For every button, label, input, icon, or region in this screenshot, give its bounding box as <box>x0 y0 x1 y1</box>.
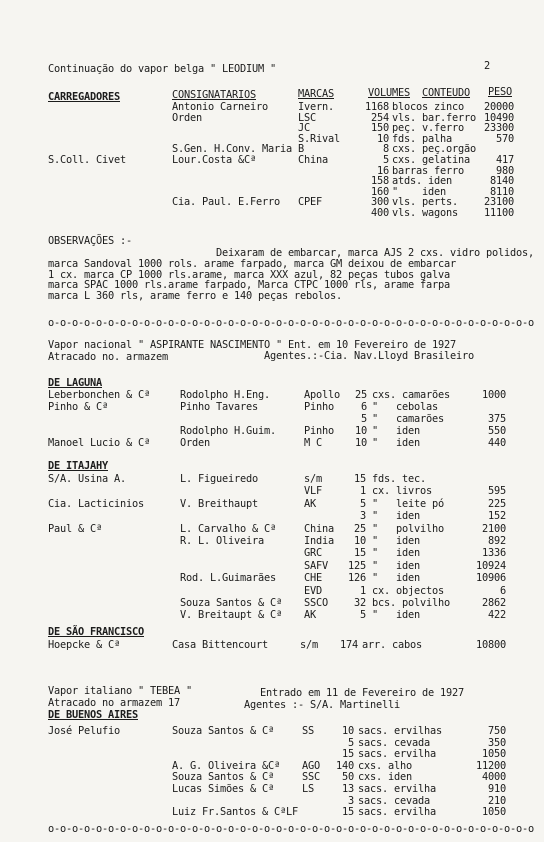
row-content: cxs. alho <box>358 759 412 772</box>
row-weight: 10906 <box>476 572 506 585</box>
row-weight: 595 <box>488 485 506 498</box>
heading-buenos-aires: DE BUENOS AIRES <box>48 709 138 721</box>
row-content: vls. wagons <box>392 207 458 219</box>
row-mark: B <box>298 143 304 156</box>
row-volume: 10 <box>355 437 367 449</box>
row-content: sacs. cevada <box>358 736 430 749</box>
row-consignee: Cia. Paul. E.Ferro <box>172 196 280 209</box>
row-mark: JC <box>298 122 310 135</box>
column-header-volumes: VOLUMES <box>368 87 410 99</box>
separator-line: o-o-o-o-o-o-o-o-o-o-o-o-o-o-o-o-o-o-o-o-o-o-o-o-o-o-o-o-o-o-o-o-o-o-o-o-o-o-o-o-o <box>48 317 534 329</box>
row-content: cx. livros <box>372 485 432 498</box>
row-volume: 8 <box>383 143 389 156</box>
row-consignee: V. Breithaupt <box>180 497 258 510</box>
row-weight: 892 <box>488 535 506 547</box>
row-weight: 440 <box>488 437 506 449</box>
row-volume: 3 <box>348 794 354 807</box>
row-volume: 10 <box>355 425 367 437</box>
row-content: arr. cabos <box>362 639 422 651</box>
row-mark: S.Rival <box>298 132 340 145</box>
row-volume: 174 <box>340 639 358 651</box>
row-volume: 5 <box>360 609 366 622</box>
row-content: " iden <box>372 535 420 547</box>
row-content: cxs. camarões <box>372 389 450 401</box>
row-content: " leite pó <box>372 497 444 510</box>
row-consignee: V. Breitaupt & Cª <box>180 609 282 622</box>
row-consignee: Souza Santos & Cª <box>172 725 274 737</box>
row-consignee: Rod. L.Guimarães <box>180 572 276 585</box>
row-content: peç. v.ferro <box>392 122 464 135</box>
column-header-contents: CONTEUDO <box>422 87 470 99</box>
row-mark: EVD <box>304 584 322 597</box>
row-content: sacs. cevada <box>358 794 430 807</box>
row-mark: VLF <box>304 485 322 498</box>
row-content: " iden <box>392 185 446 198</box>
row-mark: SSCO <box>304 597 328 609</box>
row-consignee: L. Figueiredo <box>180 473 258 485</box>
row-weight: 2100 <box>482 522 506 535</box>
row-volume: 10 <box>377 132 389 145</box>
row-content: " iden <box>372 559 420 572</box>
row-consignee: Souza Santos & Cª <box>180 597 282 609</box>
row-content: bcs. polvilho <box>372 597 450 609</box>
column-header-consignees: CONSIGNATARIOS <box>172 89 256 101</box>
row-mark: CPEF <box>298 196 322 209</box>
row-volume: 5 <box>361 413 367 425</box>
row-content: sacs. ervilha <box>358 748 436 761</box>
row-weight: 152 <box>488 510 506 523</box>
row-weight: 20000 <box>484 101 514 113</box>
observations-line: marca Sandoval 1000 rols. arame farpado, marca GM deixou de embarcar <box>48 257 456 270</box>
row-shipper: Manoel Lucio & Cª <box>48 437 150 449</box>
row-volume: 5 <box>383 154 389 166</box>
row-content: barras ferro <box>392 164 464 177</box>
column-header-marks: MARCAS <box>298 88 334 100</box>
row-content: " iden <box>372 547 420 560</box>
row-mark: Pinho <box>304 425 334 437</box>
row-volume: 50 <box>342 771 354 784</box>
observations-line: marca L 360 rls, arame ferro e 140 peças rebolos. <box>48 290 342 303</box>
row-weight: 1336 <box>482 547 506 560</box>
vessel2-agents: Agentes.:-Cia. Nav.Lloyd Brasileiro <box>264 350 474 362</box>
row-mark: Pinho <box>304 401 334 413</box>
row-volume: 160 <box>371 185 389 198</box>
row-weight: 225 <box>488 497 506 510</box>
row-content: " polvilho <box>372 522 444 535</box>
row-weight: 10924 <box>476 559 506 572</box>
row-consignee: Rodolpho H.Eng. <box>180 389 270 401</box>
row-mark: GRC <box>304 547 322 560</box>
row-weight: 8140 <box>490 175 514 188</box>
row-weight: 1050 <box>482 748 506 761</box>
column-header-weight: PESO <box>488 86 512 98</box>
row-volume: 15 <box>354 473 366 485</box>
row-volume: 25 <box>354 522 366 535</box>
row-content: cxs. peç.orgão <box>392 143 476 156</box>
row-volume: 15 <box>342 748 354 761</box>
row-consignee: A. G. Oliveira &Cª <box>172 759 280 772</box>
row-weight: 422 <box>488 609 506 622</box>
observations-label: OBSERVAÇÕES :- <box>48 235 132 247</box>
row-content: " iden <box>372 425 420 437</box>
row-volume: 126 <box>348 572 366 585</box>
row-volume: 25 <box>355 389 367 401</box>
row-shipper: José Pelufio <box>48 725 120 737</box>
row-consignee: Orden <box>172 111 202 124</box>
row-consignee: S.Gen. H.Conv. Maria <box>172 143 292 156</box>
row-content: fds. tec. <box>372 473 426 485</box>
row-weight: 570 <box>496 132 514 145</box>
document-title: Continuação do vapor belga " LEODIUM " <box>48 63 276 75</box>
row-weight: 550 <box>488 425 506 437</box>
row-shipper: Paul & Cª <box>48 522 102 535</box>
vessel2-berth: Atracado no. armazem <box>48 351 168 363</box>
row-mark: CHE <box>304 572 322 585</box>
row-mark: China <box>304 522 334 535</box>
row-content: " iden <box>372 437 420 449</box>
row-weight: 6 <box>500 584 506 597</box>
row-volume: 5 <box>348 736 354 749</box>
row-consignee: Antonio Carneiro <box>172 101 268 113</box>
row-shipper: S.Coll. Civet <box>48 154 126 166</box>
row-weight: 910 <box>488 783 506 795</box>
row-content: atds. iden <box>392 175 452 188</box>
vessel3-arrival: Entrado em 11 de Fevereiro de 1927 <box>260 687 464 699</box>
row-weight: 11200 <box>476 759 506 772</box>
row-shipper: Pinho & Cª <box>48 401 108 413</box>
observations-line: marca SPAC 1000 rls.arame farpado, Marca CTPC 1000 rls, arame farpa <box>48 279 450 292</box>
row-consignee: Rodolpho H.Guim. <box>180 425 276 437</box>
row-shipper: S/A. Usina A. <box>48 473 126 485</box>
row-content: fds. palha <box>392 132 452 145</box>
row-volume: 1168 <box>365 101 389 113</box>
heading-itajahy: DE ITAJAHY <box>48 460 108 472</box>
observations-line: Deixaram de embarcar, marca AJS 2 cxs. vidro polidos, <box>216 247 534 259</box>
row-consignee: Luiz Fr.Santos & CªLF <box>172 806 298 819</box>
row-mark: AGO <box>302 759 320 772</box>
row-volume: 10 <box>342 725 354 737</box>
row-weight: 8110 <box>490 185 514 198</box>
row-content: " iden <box>372 572 420 585</box>
row-volume: 125 <box>348 559 366 572</box>
row-volume: 5 <box>360 497 366 510</box>
heading-laguna: DE LAGUNA <box>48 377 102 389</box>
row-content: " camarões <box>372 413 444 425</box>
row-consignee: Orden <box>180 437 210 449</box>
row-volume: 1 <box>360 485 366 498</box>
row-weight: 4000 <box>482 771 506 784</box>
row-content: vls. bar.ferro <box>392 111 476 124</box>
observations-line: 1 cx. marca CP 1000 rls.arame, marca XXX azul, 82 peças tubos galva <box>48 268 450 281</box>
row-consignee: L. Carvalho & Cª <box>180 522 276 535</box>
row-content: " cebolas <box>372 401 438 413</box>
row-consignee: Lucas Simões & Cª <box>172 783 274 795</box>
row-volume: 400 <box>371 207 389 219</box>
row-mark: Ivern. <box>298 101 334 113</box>
row-volume: 140 <box>336 759 354 772</box>
row-content: sacs. ervilha <box>358 806 436 819</box>
footer-separator-line: o-o-o-o-o-o-o-o-o-o-o-o-o-o-o-o-o-o-o-o-o-o-o-o-o-o-o-o-o-o-o-o-o-o-o-o-o-o-o-o-o <box>48 823 534 835</box>
row-content: vls. perts. <box>392 196 458 209</box>
row-mark: LS <box>302 783 314 795</box>
row-consignee: R. L. Oliveira <box>180 535 264 547</box>
row-volume: 13 <box>342 783 354 795</box>
row-weight: 1050 <box>482 806 506 819</box>
row-shipper: Cia. Lacticinios <box>48 497 144 510</box>
row-mark: AK <box>304 609 316 622</box>
row-mark: M C <box>304 437 322 449</box>
row-volume: 15 <box>354 547 366 560</box>
row-content: cxs. gelatina <box>392 154 470 166</box>
row-mark: s/m <box>300 639 318 651</box>
row-consignee: Casa Bittencourt <box>172 639 268 651</box>
row-consignee: Pinho Tavares <box>180 401 258 413</box>
row-mark: LSC <box>298 111 316 124</box>
row-mark: AK <box>304 497 316 510</box>
page-number: 2 <box>484 60 490 72</box>
vessel2-arrival-line: Vapor nacional " ASPIRANTE NASCIMENTO " Ent. em 10 Fevereiro de 1927 <box>48 339 456 351</box>
row-volume: 1 <box>360 584 366 597</box>
row-volume: 300 <box>371 196 389 209</box>
row-content: sacs. ervilha <box>358 783 436 795</box>
row-weight: 10800 <box>476 639 506 651</box>
row-mark: China <box>298 154 328 166</box>
row-weight: 375 <box>488 413 506 425</box>
row-content: " iden <box>372 510 420 523</box>
row-content: sacs. ervilhas <box>358 725 442 737</box>
row-mark: SS <box>302 725 314 737</box>
row-volume: 6 <box>361 401 367 413</box>
row-content: cx. objectos <box>372 584 444 597</box>
row-mark: Apollo <box>304 389 340 401</box>
row-volume: 10 <box>354 535 366 547</box>
row-content: blocos zinco <box>392 101 464 113</box>
row-weight: 2862 <box>482 597 506 609</box>
row-weight: 750 <box>488 725 506 737</box>
row-weight: 10490 <box>484 111 514 124</box>
row-shipper: Hoepcke & Cª <box>48 639 120 651</box>
vessel3-name: Vapor italiano " TEBEA " <box>48 685 192 697</box>
row-volume: 150 <box>371 122 389 135</box>
row-mark: s/m <box>304 473 322 485</box>
row-mark: SSC <box>302 771 320 784</box>
row-volume: 16 <box>377 164 389 177</box>
row-content: cxs. iden <box>358 771 412 784</box>
row-weight: 1000 <box>482 389 506 401</box>
row-weight: 350 <box>488 736 506 749</box>
vessel3-agents: Agentes :- S/A. Martinelli <box>244 699 400 711</box>
row-volume: 158 <box>371 175 389 188</box>
row-weight: 210 <box>488 794 506 807</box>
row-consignee: Souza Santos & Cª <box>172 771 274 784</box>
row-weight: 417 <box>496 154 514 166</box>
row-weight: 11100 <box>484 207 514 219</box>
row-mark: India <box>304 535 334 547</box>
column-header-shippers: CARREGADORES <box>48 91 120 103</box>
row-volume: 15 <box>342 806 354 819</box>
row-consignee: Lour.Costa &Cª <box>172 154 256 166</box>
row-shipper: Leberbonchen & Cª <box>48 389 150 401</box>
heading-sao-francisco: DE SÃO FRANCISCO <box>48 626 144 638</box>
row-volume: 254 <box>371 111 389 124</box>
row-volume: 32 <box>354 597 366 609</box>
row-weight: 23100 <box>484 196 514 209</box>
row-mark: SAFV <box>304 559 328 572</box>
row-weight: 980 <box>496 164 514 177</box>
vessel3-berth: Atracado no armazem 17 <box>48 697 180 709</box>
row-volume: 3 <box>360 510 366 523</box>
row-weight: 23300 <box>484 122 514 135</box>
row-content: " iden <box>372 609 420 622</box>
